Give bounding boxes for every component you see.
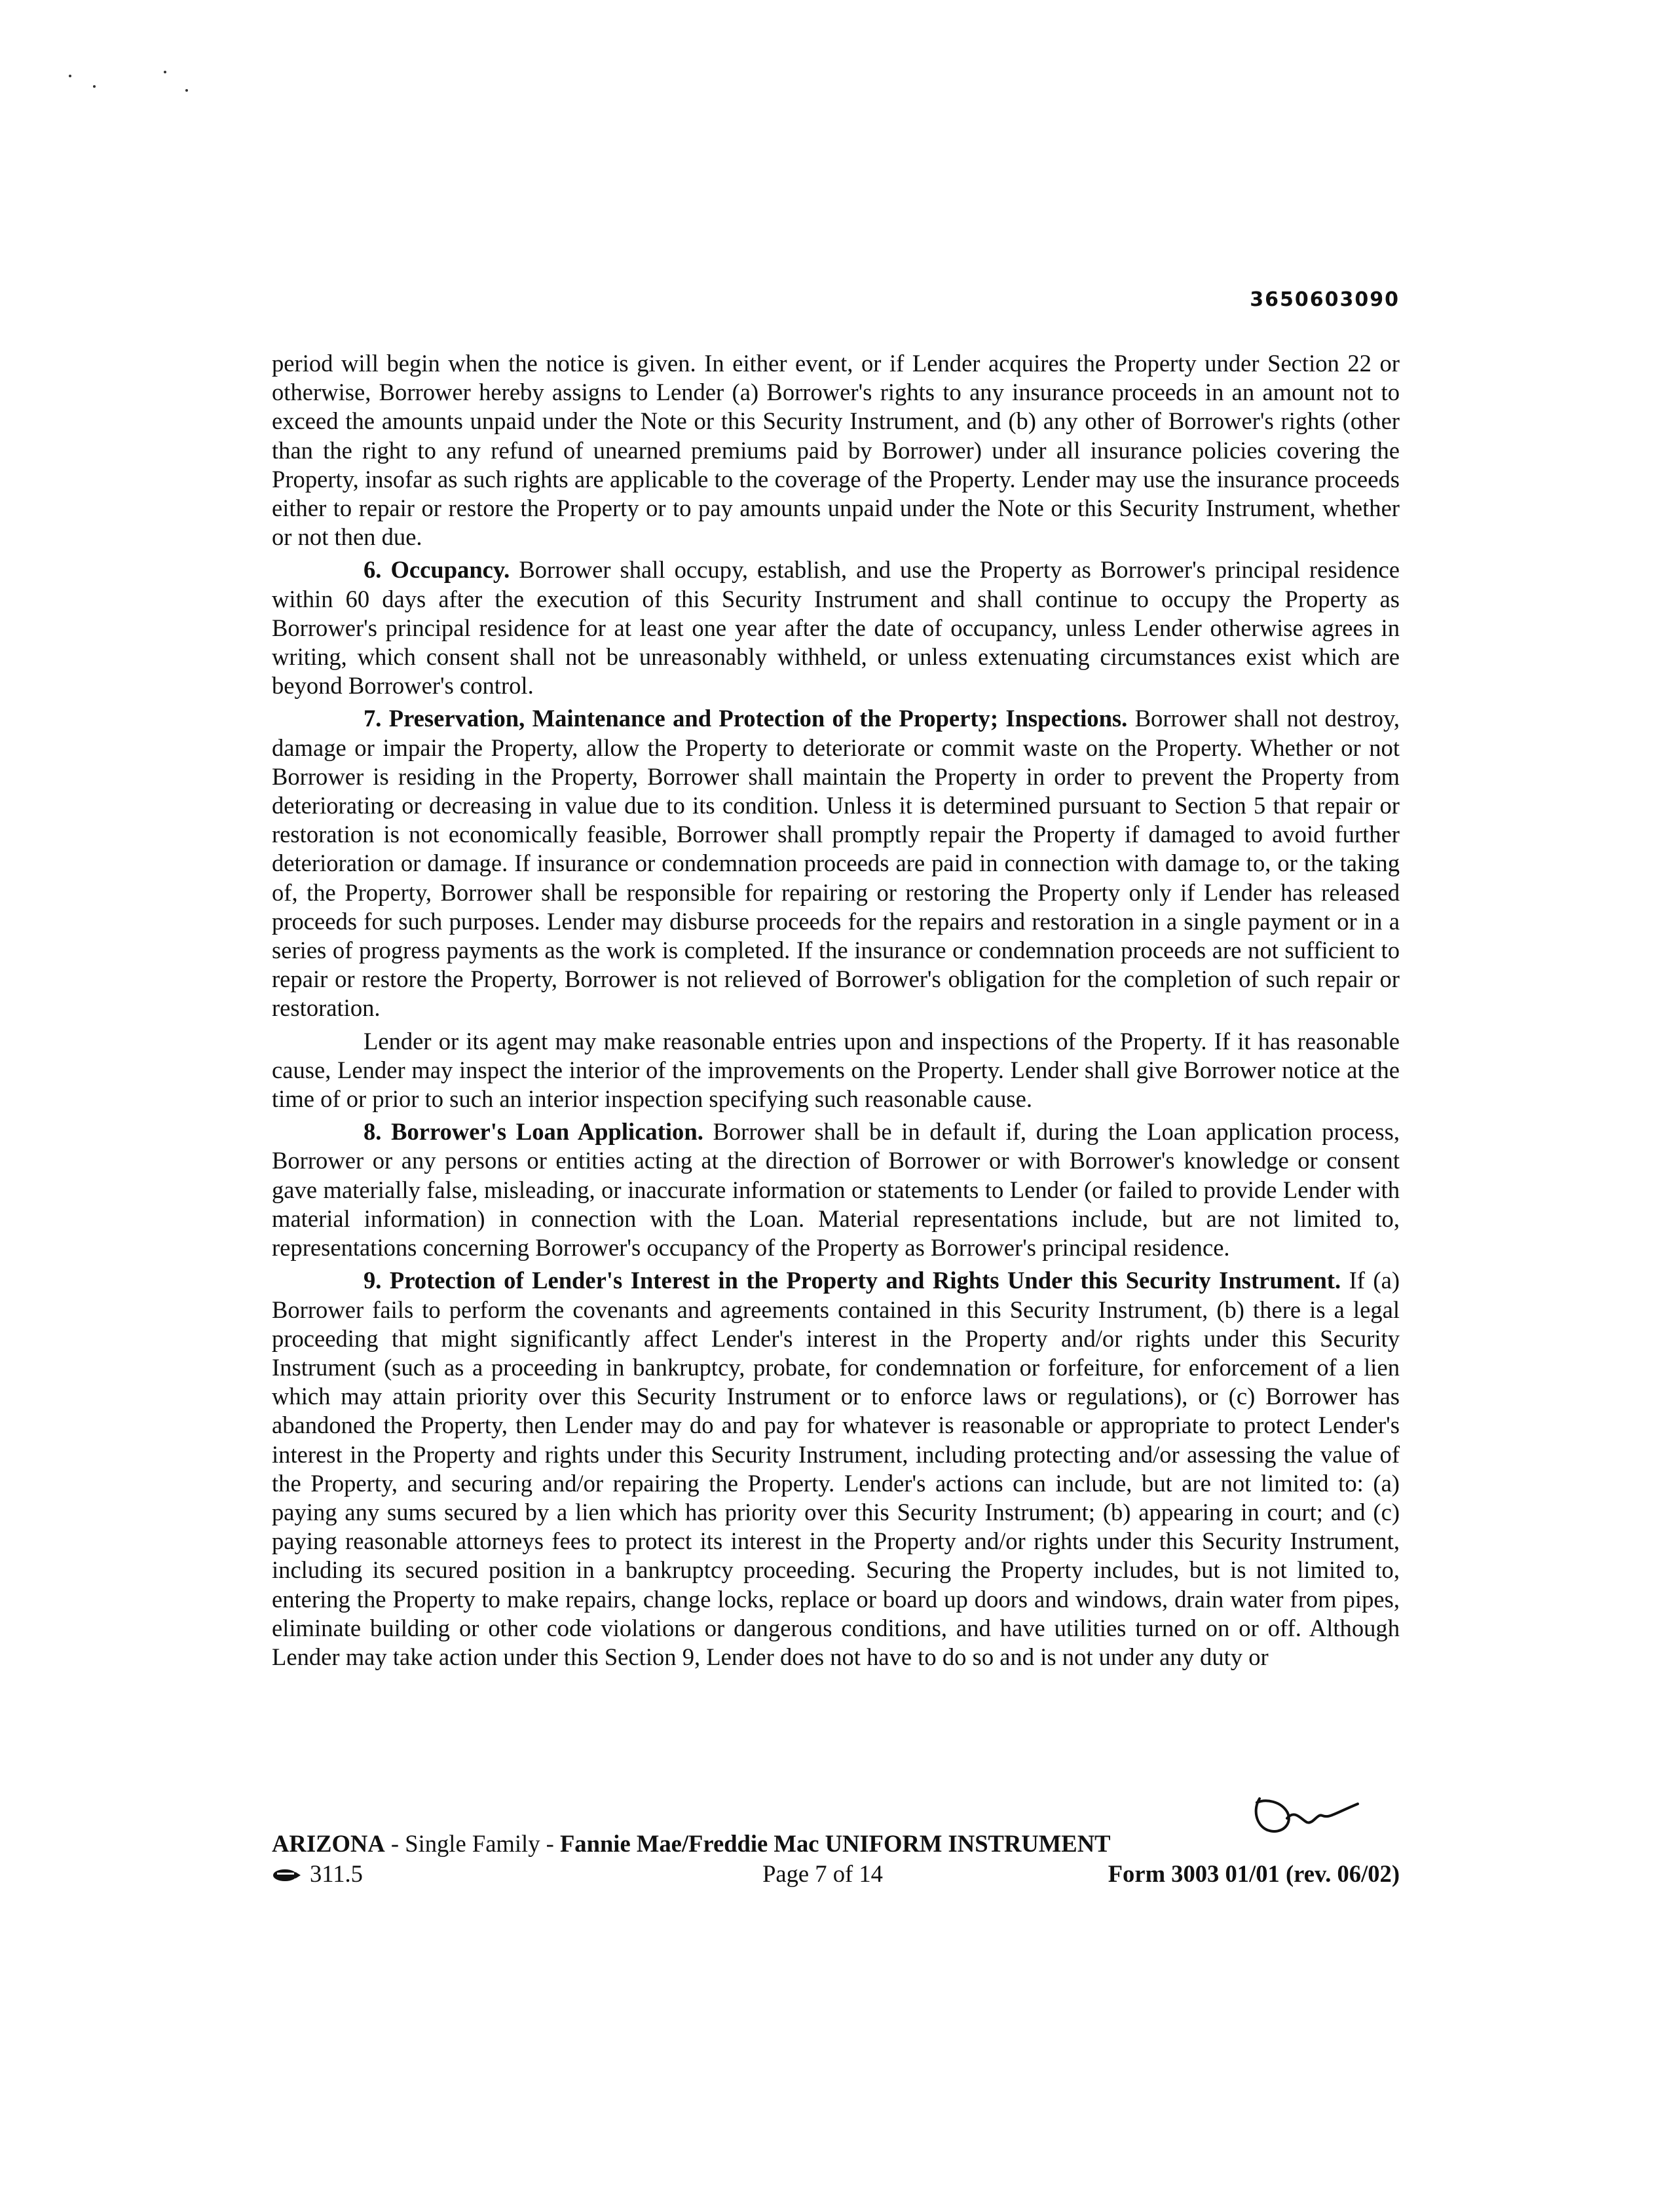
footer-state: ARIZONA (272, 1830, 385, 1857)
paragraph-text: Lender or its agent may make reasonable entries upon and inspections of the Property. If it has reasonable cause, Lender may inspect the interior of the improvements on the Property. Lender shall give Borrower notice at the time of or prior to such an interior inspection specifying such reasonable cause. (272, 1027, 1400, 1113)
paragraph-section-6 (272, 555, 1400, 700)
section-heading: 8. Borrower's Loan Application. (364, 1118, 703, 1146)
section-heading: 7. Preservation, Maintenance and Protection of the Property; Inspections. (364, 705, 1128, 732)
footer-instrument: Fannie Mae/Freddie Mac UNIFORM INSTRUMENT (559, 1830, 1111, 1857)
section-heading: 9. Protection of Lender's Interest in the Property and Rights Under this Security Instrument. (364, 1267, 1341, 1294)
paragraph-section-9 (272, 1266, 1400, 1672)
scan-speck (69, 75, 71, 77)
footer-form-code (272, 1860, 639, 1888)
footer-separator: - Single Family - (384, 1830, 560, 1857)
section-heading: 6. Occupancy. (364, 556, 510, 584)
scan-speck (93, 85, 96, 88)
loan-number: 3650603090 (1250, 288, 1400, 311)
form-number: Form 3003 01/01 (rev. 06/02) (1108, 1860, 1400, 1887)
scan-speck (185, 89, 188, 92)
paragraph-continuation (272, 349, 1400, 552)
paragraph-text: Borrower shall be in default if, during the Loan application process, Borrower or any persons or entities acting at the direction of Borrower or with Borrower's knowledge or consent gave materially false, misleading, or inaccurate information or statements to Lender (or failed to provide Lender with material information) in connection with the Loan. Material representations include, but are not limited to, representations concerning Borrower's occupancy of the Property as Borrower's principal residence. (272, 1118, 1400, 1262)
footer-meta (272, 1860, 1400, 1888)
paragraph-text: period will begin when the notice is given. In either event, or if Lender acquires the Property under Section 22 or otherwise, Borrower hereby assigns to Lender (a) Borrower's rights to any insurance proceeds in an amount not to exceed the amounts unpaid under the Note or this Security Instrument, and (b) any other of Borrower's rights (other than the right to any refund of unearned premiums paid by Borrower) under all insurance policies covering the Property, insofar as such rights are applicable to the coverage of the Property. Lender may use the insurance proceeds either to repair or restore the Property or to pay amounts unpaid under the Note or this Security Instrument, whether or not then due. (272, 350, 1400, 551)
paragraph-section-7 (272, 704, 1400, 1022)
document-body (272, 349, 1400, 1675)
footer-title (272, 1829, 1400, 1858)
form-code-text: 311.5 (310, 1860, 363, 1887)
pen-icon (272, 1867, 301, 1884)
paragraph-text: Borrower shall occupy, establish, and use the Property as Borrower's principal residence within 60 days after the execution of this Security Instrument and shall continue to occupy the Property as Borrower's principal residence for at least one year after the date of occupancy, unless Lender otherwise agrees in writing, which consent shall not be unreasonably withheld, or unless extenuating circumstances exist which are beyond Borrower's control. (272, 556, 1400, 700)
paragraph-section-7-inspections (272, 1027, 1400, 1114)
paragraph-text: Borrower shall not destroy, damage or impair the Property, allow the Property to deteriorate or commit waste on the Property. Whether or not Borrower is residing in the Property, Borrower shall maintain the Property in order to prevent the Property from deteriorating or decreasing in value due to its condition. Unless it is determined pursuant to Section 5 that repair or restoration is not economically feasible, Borrower shall promptly repair the Property if damaged to avoid further deterioration or damage. If insurance or condemnation proceeds are paid in connection with damage to, or the taking of, the Property, Borrower shall be responsible for repairing or restoring the Property only if Lender has released proceeds for such purposes. Lender may disburse proceeds for the repairs and restoration in a single payment or in a series of progress payments as the work is completed. If the insurance or condemnation proceeds are not sufficient to repair or restore the Property, Borrower is not relieved of Borrower's obligation for the completion of such repair or restoration. (272, 705, 1400, 1022)
scan-speck (164, 71, 166, 73)
paragraph-section-8 (272, 1117, 1400, 1262)
paragraph-text: If (a) Borrower fails to perform the covenants and agreements contained in this Security Instrument, (b) there is a legal proceeding that might significantly affect Lender's interest in the Property and/or rights under this Security Instrument (such as a proceeding in bankruptcy, probate, for condemnation or forfeiture, for enforcement of a lien which may attain priority over this Security Instrument or to enforce laws or regulations), or (c) Borrower has abandoned the Property, then Lender may do and pay for whatever is reasonable or appropriate to protect Lender's interest in the Property and rights under this Security Instrument, including protecting and/or assessing the value of the Property, and securing and/or repairing the Property. Lender's actions can include, but are not limited to: (a) paying any sums secured by a lien which has priority over this Security Instrument; (b) appearing in court; and (c) paying reasonable attorneys fees to protect its interest in the Property and/or rights under this Security Instrument, including its secured position in a bankruptcy proceeding. Securing the Property includes, but is not limited to, entering the Property to make repairs, change locks, replace or board up doors and windows, drain water from pipes, eliminate building or other code violations or dangerous conditions, and have utilities turned on or off. Although Lender may take action under this Section 9, Lender does not have to do so and is not under any duty or (272, 1267, 1400, 1670)
page-number: Page 7 of 14 (762, 1860, 883, 1887)
